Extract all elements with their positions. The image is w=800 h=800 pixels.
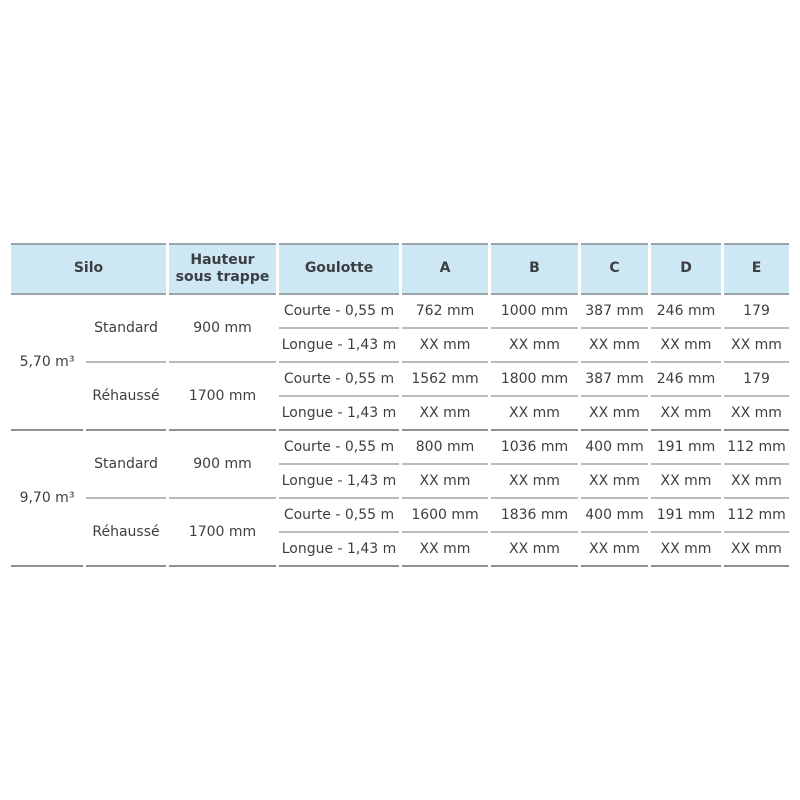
value-cell-a: 1562 mm <box>402 363 488 397</box>
value-cell-e: 179 <box>724 295 789 329</box>
value-cell-b: XX mm <box>491 533 578 567</box>
header-e: E <box>724 243 789 295</box>
value-cell-d: XX mm <box>651 329 721 363</box>
value-cell-b: 1836 mm <box>491 499 578 533</box>
header-hauteur: Hauteur sous trappe <box>169 243 276 295</box>
goulotte-cell: Courte - 0,55 m <box>279 431 399 465</box>
goulotte-cell: Longue - 1,43 m <box>279 465 399 499</box>
value-cell-c: 387 mm <box>581 295 648 329</box>
header-row <box>11 243 789 295</box>
value-cell-b: XX mm <box>491 397 578 431</box>
value-cell-e: 179 <box>724 363 789 397</box>
value-cell-a: XX mm <box>402 465 488 499</box>
goulotte-cell: Courte - 0,55 m <box>279 499 399 533</box>
silo-type-cell: Réhaussé <box>86 363 166 431</box>
volume-cell: 5,70 m³ <box>11 295 83 431</box>
header-a: A <box>402 243 488 295</box>
value-cell-c: XX mm <box>581 533 648 567</box>
value-cell-c: XX mm <box>581 329 648 363</box>
value-cell-e: 112 mm <box>724 431 789 465</box>
table-row <box>11 499 789 533</box>
value-cell-d: XX mm <box>651 397 721 431</box>
hauteur-cell: 900 mm <box>169 295 276 363</box>
silo-type-cell: Réhaussé <box>86 499 166 567</box>
value-cell-d: XX mm <box>651 465 721 499</box>
header-b: B <box>491 243 578 295</box>
header-c: C <box>581 243 648 295</box>
value-cell-b: XX mm <box>491 465 578 499</box>
volume-cell: 9,70 m³ <box>11 431 83 567</box>
hauteur-cell: 1700 mm <box>169 363 276 431</box>
value-cell-a: 762 mm <box>402 295 488 329</box>
value-cell-e: 112 mm <box>724 499 789 533</box>
silo-type-cell: Standard <box>86 295 166 363</box>
spec-table <box>8 243 792 567</box>
goulotte-cell: Longue - 1,43 m <box>279 329 399 363</box>
value-cell-b: XX mm <box>491 329 578 363</box>
goulotte-cell: Courte - 0,55 m <box>279 295 399 329</box>
value-cell-c: XX mm <box>581 397 648 431</box>
value-cell-d: XX mm <box>651 533 721 567</box>
table-row <box>11 431 789 465</box>
value-cell-a: 1600 mm <box>402 499 488 533</box>
value-cell-a: XX mm <box>402 397 488 431</box>
hauteur-cell: 900 mm <box>169 431 276 499</box>
silo-type-cell: Standard <box>86 431 166 499</box>
header-silo: Silo <box>11 243 166 295</box>
value-cell-a: 800 mm <box>402 431 488 465</box>
header-goulotte: Goulotte <box>279 243 399 295</box>
goulotte-cell: Longue - 1,43 m <box>279 397 399 431</box>
table-row <box>11 295 789 329</box>
value-cell-d: 246 mm <box>651 295 721 329</box>
value-cell-c: 400 mm <box>581 499 648 533</box>
value-cell-a: XX mm <box>402 329 488 363</box>
value-cell-e: XX mm <box>724 397 789 431</box>
value-cell-e: XX mm <box>724 465 789 499</box>
value-cell-e: XX mm <box>724 533 789 567</box>
value-cell-a: XX mm <box>402 533 488 567</box>
value-cell-e: XX mm <box>724 329 789 363</box>
value-cell-d: 191 mm <box>651 499 721 533</box>
value-cell-b: 1000 mm <box>491 295 578 329</box>
value-cell-d: 246 mm <box>651 363 721 397</box>
goulotte-cell: Longue - 1,43 m <box>279 533 399 567</box>
table-row <box>11 363 789 397</box>
value-cell-c: XX mm <box>581 465 648 499</box>
value-cell-b: 1036 mm <box>491 431 578 465</box>
goulotte-cell: Courte - 0,55 m <box>279 363 399 397</box>
value-cell-b: 1800 mm <box>491 363 578 397</box>
header-d: D <box>651 243 721 295</box>
value-cell-c: 387 mm <box>581 363 648 397</box>
value-cell-d: 191 mm <box>651 431 721 465</box>
hauteur-cell: 1700 mm <box>169 499 276 567</box>
value-cell-c: 400 mm <box>581 431 648 465</box>
